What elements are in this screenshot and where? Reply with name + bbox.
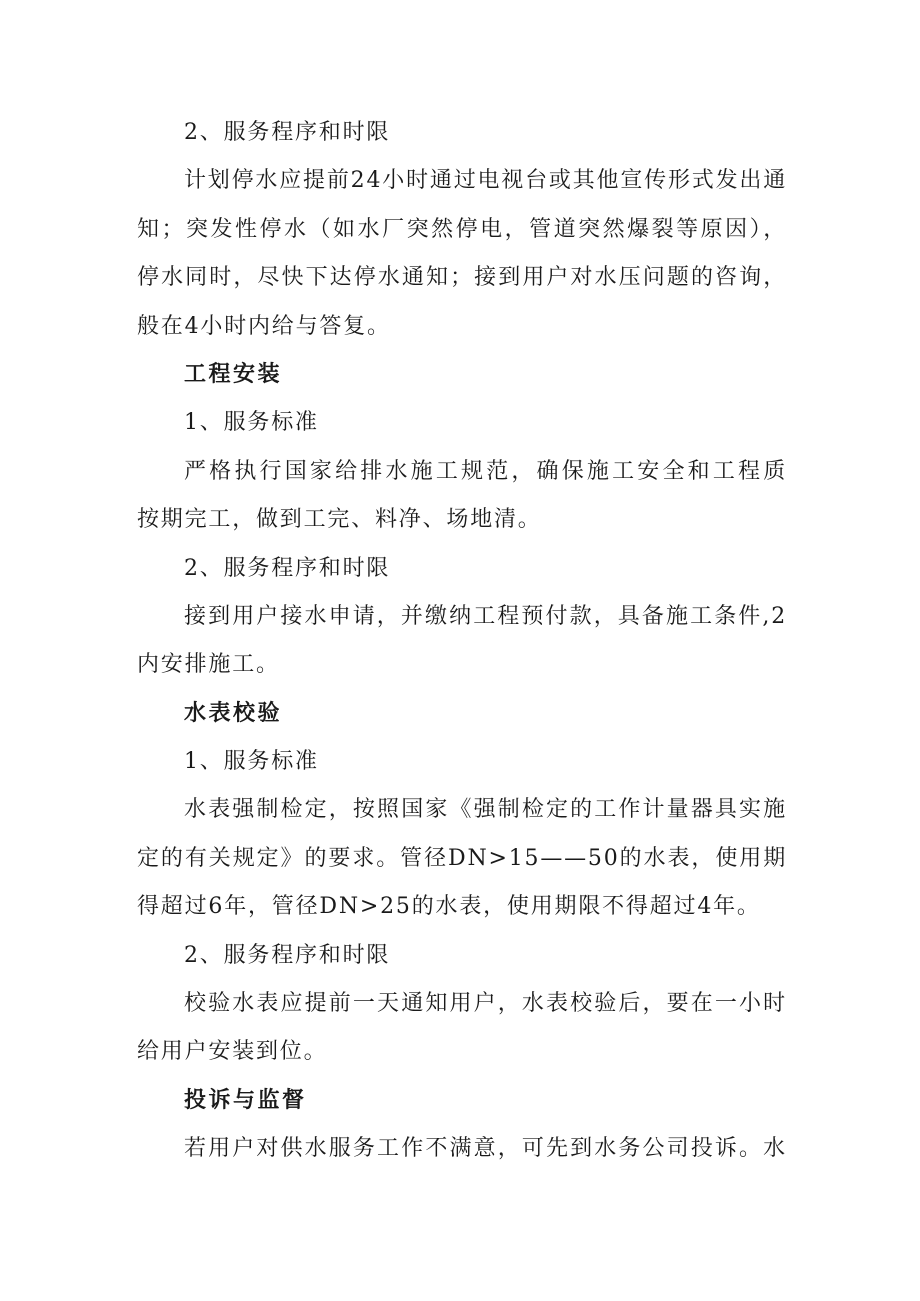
paragraph-line: 给用户安装到位。 [137, 1039, 328, 1065]
paragraph-line: 计划停水应提前24小时通过电视台或其他宣传形式发出通 [184, 168, 787, 194]
section-heading-complaint-supervision: 投诉与监督 [184, 1087, 307, 1113]
paragraph-line: 接到用户接水申请，并缴纳工程预付款，具备施工条件,2 [184, 603, 787, 629]
paragraph-line: 若用户对供水服务工作不满意，可先到水务公司投诉。水 [184, 1136, 787, 1162]
paragraph-line: 停水同时，尽快下达停水通知；接到用户对水压问题的咨询， [137, 265, 787, 291]
subsection-heading-service-standard: 1、服务标准 [184, 410, 319, 436]
paragraph-line: 水表强制检定，按照国家《强制检定的工作计量器具实施 [184, 797, 787, 823]
subsection-heading-service-standard: 1、服务标准 [184, 749, 319, 775]
subsection-heading-service-procedure: 2、服务程序和时限 [184, 120, 391, 145]
section-heading-meter-calibration: 水表校验 [184, 700, 283, 726]
subsection-heading-service-procedure: 2、服务程序和时限 [184, 555, 391, 581]
paragraph-line: 严格执行国家给排水施工规范，确保施工安全和工程质 [184, 458, 787, 484]
section-heading-engineering-installation: 工程安装 [184, 361, 283, 387]
paragraph-line: 校验水表应提前一天通知用户，水表校验后，要在一小时 [184, 991, 787, 1017]
subsection-heading-service-procedure: 2、服务程序和时限 [184, 942, 391, 968]
paragraph-line: 知；突发性停水（如水厂突然停电，管道突然爆裂等原因）， [137, 216, 787, 242]
paragraph-line: 定的有关规定》的要求。管径DN>15——50的水表，使用期 [137, 845, 787, 871]
document-body [137, 109, 787, 1174]
paragraph-line: 内安排施工。 [137, 652, 280, 678]
paragraph-line: 般在4小时内给与答复。 [137, 313, 391, 339]
paragraph-line: 按期完工，做到工完、料净、场地清。 [137, 507, 542, 533]
paragraph-line: 得超过6年，管径DN>25的水表，使用期限不得超过4年。 [137, 894, 761, 920]
